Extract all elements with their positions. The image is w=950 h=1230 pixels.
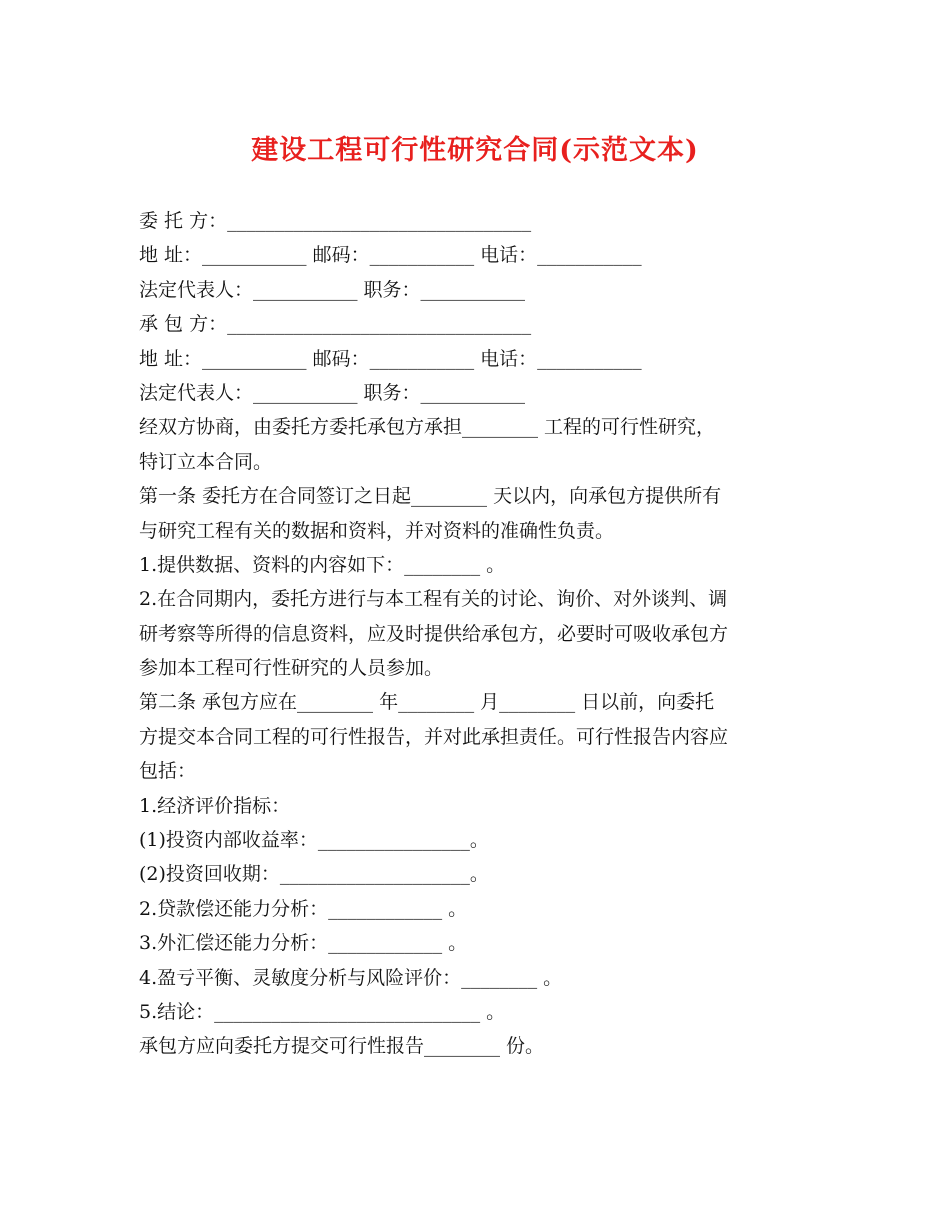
text-line: 委 托 方：________________________________	[139, 210, 532, 232]
text-line: 研考察等所得的信息资料，应及时提供给承包方，必要时可吸收承包方	[139, 622, 729, 645]
document-body	[139, 204, 819, 1064]
text-line: (1)投资内部收益率：________________。	[139, 829, 489, 852]
text-line: 第一条 委托方在合同签订之日起________ 天以内，向承包方提供所有	[139, 485, 722, 508]
text-line: 第二条 承包方应在________ 年________ 月________ 日以前，向委托	[139, 691, 715, 714]
text-line: 法定代表人：___________ 职务：___________	[139, 381, 526, 404]
text-line: 4.盈亏平衡、灵敏度分析与风险评价：________ 。	[139, 966, 563, 989]
text-line: 包括：	[139, 760, 197, 783]
text-line: (2)投资回收期：____________________。	[139, 863, 489, 886]
text-line: 2.在合同期内，委托方进行与本工程有关的讨论、询价、对外谈判、调	[139, 588, 728, 611]
text-line: 1.提供数据、资料的内容如下：________ 。	[139, 553, 506, 576]
text-line: 与研究工程有关的数据和资料，并对资料的准确性负责。	[139, 519, 615, 542]
text-line: 地 址：___________ 邮码：___________ 电话：___________	[139, 244, 642, 267]
document-title: 建设工程可行性研究合同(示范文本)	[251, 135, 699, 166]
text-line: 承包方应向委托方提交可行性报告________ 份。	[139, 1035, 545, 1058]
text-line: 法定代表人：___________ 职务：___________	[139, 278, 526, 301]
text-line: 5.结论：____________________________ 。	[139, 1000, 506, 1023]
text-line: 特订立本合同。	[139, 450, 273, 473]
text-line: 方提交本合同工程的可行性报告，并对此承担责任。可行性报告内容应	[139, 725, 729, 748]
text-line: 2.贷款偿还能力分析：____________ 。	[139, 897, 468, 920]
text-line: 地 址：___________ 邮码：___________ 电话：___________	[139, 347, 642, 370]
text-line: 1.经济评价指标：	[139, 794, 291, 817]
text-line: 3.外汇偿还能力分析：____________ 。	[139, 932, 468, 955]
text-line: 承 包 方：________________________________	[139, 313, 532, 336]
text-line: 参加本工程可行性研究的人员参加。	[139, 657, 444, 680]
text-line: 经双方协商，由委托方委托承包方承担________ 工程的可行性研究，	[139, 416, 716, 439]
